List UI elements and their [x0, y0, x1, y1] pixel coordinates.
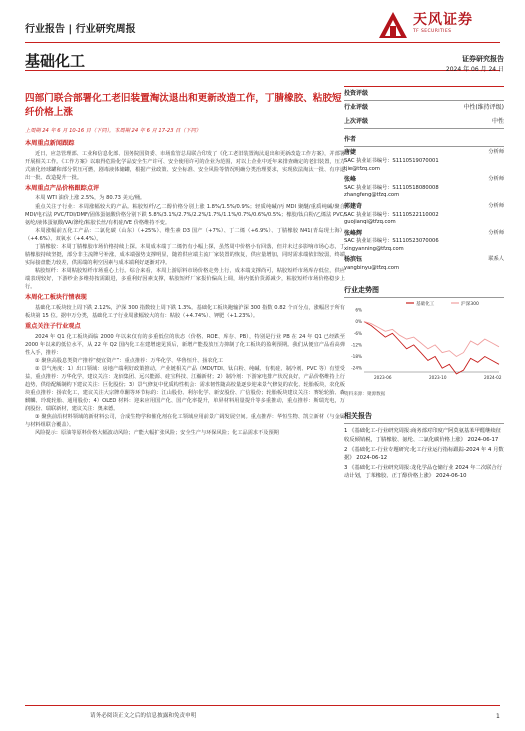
related-title: 相关报告 — [344, 411, 504, 425]
chart-source: 资料来源：聚源数据 — [344, 392, 386, 398]
analyst-role: 分析师 — [488, 176, 504, 183]
section-heading: 本周重点新闻跟踪 — [25, 140, 75, 147]
tf-logo — [377, 6, 497, 44]
period-note: 上周期 24 年 6 月 10-16 日（下同），本周期 24 年 6 月 17-23 日（下同） — [25, 128, 202, 134]
y-tick-label: -12% — [351, 342, 362, 348]
x-tick-label: 2024-02 — [484, 375, 502, 381]
industry-rating: 行业评级 中性(维持评级) — [344, 104, 504, 112]
y-tick-label: -6% — [353, 331, 362, 337]
analyst-role: 分析师 — [488, 149, 504, 156]
x-tick-label: 2023-06 — [374, 375, 392, 381]
related-report-link[interactable]: 2 《基础化工-行业专题研究:化工行业运行指标跟踪-2024 年 4 月数据》 2024-06-12 — [344, 446, 504, 462]
analyst-cert: SAC 执业证书编号：S1110522110002 — [344, 211, 439, 218]
analyst-name: 郭建奇 — [344, 202, 363, 210]
report-type: 证券研究报告 — [462, 55, 504, 63]
analyst-email[interactable]: xingyanning@tfzq.com — [344, 245, 404, 252]
y-tick-label: 6% — [355, 307, 362, 313]
analyst-email[interactable]: guojianqi@tfzq.com — [344, 219, 396, 226]
related-report-link[interactable]: 3 《基础化工-行业研究周报:龙化学品仓储行业 2024 年二次联合行动计划，丁苯橡胶、正丁醇价格上涨》 2024-06-10 — [344, 465, 503, 480]
analyst-name: 张峰 — [344, 176, 357, 184]
report-date: 2024 年 06 月 24 日 — [445, 65, 504, 73]
page-number: 1 — [496, 713, 500, 720]
report-title: 四部门联合部署化工老旧装置淘汰退出和更新改造工作，丁腈橡胶、粘胶短纤价格上涨 — [25, 93, 342, 118]
paragraph: 近日，应急管理部、工业和信息化部、国务院国资委、市场监管总局联合印发了《化工老旧装置淘汰退出和更新改造工作方案》，并部署开展相关工作。《工作方案》以取得危险化学品安全生产许可、安全使用许可的企业为范围，对以上企业中近年来排查确定的老旧装置，压力式液化烃球罐和部分常压可燃，剧毒液体储罐，根据产业政策、安全标准、安全风险等情况明确分类治理要求，实现依法淘汰一批、有序退出一批、改造提升一批。 — [25, 150, 345, 181]
paragraph: 2024 年 Q1 化工板块面临 2000 年以来仅有的多重低位的状态（价格、ROE、库存、PB），特别是行业 PB 在 24 年 Q1 已经跌至 2000 年以来的低位水平，从 22 年 Q2 国内化工在建增速见顶后，新增产能投放压力抑制了化工板块的盈利预期。我们从便宜产品看高弹性入手，推荐： — [25, 333, 345, 356]
tf-logo-icon — [377, 10, 409, 42]
analyst-cert: SAC 执业证书编号：S1110523070006 — [344, 238, 439, 245]
analyst-cert: SAC 执业证书编号：S1110518080008 — [344, 184, 439, 191]
analyst-card — [344, 149, 504, 173]
paragraph: 本周 WTI 油价上涨 2.5%，为 80.73 美元/桶。 — [35, 195, 146, 202]
analyst-role: 分析师 — [488, 229, 504, 236]
logo-cn: 天风证券 — [413, 12, 473, 28]
analyst-card — [344, 203, 504, 227]
disclaimer: 请务必阅读正文之后的信息披露和免责申明 — [90, 713, 197, 719]
section-heading: 本周化工板块行情表现 — [25, 294, 87, 302]
analyst-name: 杨滨钰 — [344, 256, 363, 264]
analyst-role: 分析师 — [488, 202, 504, 209]
analyst-email[interactable]: tjie@tfzq.com — [344, 165, 380, 172]
analyst-email[interactable]: zhangfeng@tfzq.com — [344, 192, 400, 199]
analyst-email[interactable]: yangbinyu@tfzq.com — [344, 265, 400, 272]
analyst-name: 唐婕 — [344, 149, 357, 157]
y-tick-label: -24% — [351, 366, 362, 372]
paragraph: 本周涨幅前五化工产品：二氯化碳（山东）（+25%）、维生素 D3 国产（+7%）、丁二烯（+6.9%）、丁腈橡胶 N41(青岛现土海）（+4.6%）、双氧水（+4.4%）。 — [25, 227, 345, 242]
related-report-link[interactable]: 1 《基础化工-行业研究周报:商务部对印度产阿莫氨基苯甲醛继续征收反倾销税，丁腈橡胶、氨纶、二氯化碳价格上涨》 2024-06-17 — [344, 428, 502, 443]
logo-en: TF SECURITIES — [413, 29, 452, 34]
analyst-role: 联系人 — [488, 256, 504, 263]
paragraph: 粘胶短纤：本周粘胶短纤市场重心上行。综合来看，本周上游原料市场价格走势上行，成本端支撑尚可，粘胶短纤市场库存低位，供应端表现较好，下游纱企多维持按需跟进，多重利好因素支撑，粘胶短纤厂家报价偏高上调，场内低价货源减少，粘胶短纤市场价格稳步上行。 — [25, 268, 345, 291]
trend-chart — [344, 298, 504, 388]
series-line — [364, 322, 499, 357]
paragraph: ② 景气角度：1）出口领域：房地产端利好政策推动，产业链相关产品（MDI/TDI、钛白粉、纯碱、有机硅、制冷剂、PVC 等）有望受益，重点推荐：万华化学，建议关注：龙佰集团、远兴能源、硅宝科技、江瀚新材；2）制冷剂：下游家电排产状况良好，产品价格维持上行趋势，供给配额制约下建议关注：巨化股份；3）景气修复中优质构性机会：需求韧性随高校量逐步迎来景气修复的农化、轮胎板块，农化板块重点推荐：扬农化工，建议关注大宗牌草酮等环节标的：江山股份、利尔化学、新安股份、广信股份；轮胎板块建议关注：赛轮轮胎、森麒麟、玲珑轮胎、通用股份；4）OLED 材料：迎来应用国产化、国产化率提升，单屏材料用量提升等多重推动，重点推荐：斯瑞光电，万润股份、瑞联新材，建议关注：奥来德。 — [25, 365, 345, 413]
related-list — [344, 427, 504, 480]
section-heading: 重点关注子行业观点 — [25, 322, 81, 330]
y-tick-label: -18% — [351, 354, 362, 360]
analyst-name: 张峰辉 — [344, 229, 363, 237]
sector-title: 基础化工 — [25, 52, 86, 70]
trend-title: 行业走势图 — [344, 285, 504, 299]
legend-label: 基础化工 — [416, 302, 435, 308]
report-body — [25, 137, 345, 437]
report-category: 行业报告 | 行业研究周报 — [25, 24, 136, 35]
paragraph: ① 聚焦高股息类资产推荐“便宜资产”：重点推荐：万华化学、华鲁恒升、扬农化工 — [35, 357, 224, 364]
paragraph: ③ 聚焦前沿材料领域的新材料公司，合成生物学和催化剂在化工领域应用前景广阔发展空间。重点推荐：华恒生物、凯立新材（与金属与材料组联合覆盖）。 — [25, 414, 345, 429]
y-tick-label: 0% — [355, 319, 362, 325]
analyst-card — [344, 176, 504, 200]
section-heading: 本周重点产品价格跟踪点评 — [25, 184, 100, 192]
side-panel — [344, 54, 504, 483]
paragraph: 重点关注子行业：本周涨幅较大的产品。粘胶短纤/乙二醇价格分别上涨 1.8%/1.5%/0.9%；轻质纯碱/丙 MDI 聚醚/重质纯碱/聚合 MDI/电石法 PVC/TDI/DMF/固体蛋氨酸价格分别下跌 5.8%/3.1%/2.7%/2.2%/1.7%/1.1%/0.7%/0.6%/0.5%；橡胶/钛白粉/乙烯法 PVC/氨纶/液体蛋氨酸/VA/涤纶/粘胶长丝/有机硅/VE 价格维持不变。 — [25, 203, 345, 226]
author-header: 作者 — [344, 133, 504, 147]
analyst-list — [344, 149, 504, 272]
analyst-card — [344, 256, 504, 272]
x-tick-label: 2023-10 — [429, 375, 447, 381]
paragraph: 丁腈橡胶：本周丁腈橡胶市场价格持续上探。本周成本端丁二烯仍有小幅上探，虽然周中价格小有回落，但并未过多影响市场心态，丁腈橡胶持续坚挺，部分非主流牌号补涨，成本端强势支撑明显，随着供应端主流厂家装置的恢复，供应量增加，同时需求端依旧较弱，终端实际接盘能力较差，供需端的利空因素与成本端利好逐渐对冲。 — [25, 243, 345, 266]
rating-header: 投资评级 — [344, 87, 504, 101]
series-line — [364, 322, 499, 374]
paragraph: 基础化工板块较上周下跌 2.12%，沪深 300 指数较上周下跌 1.3%。基础化工板块跑输沪深 300 指数 0.82 个百分点，涨幅居于所有板块第 15 位。据申万分类，基础化工子行业周涨幅较大的有：粘胶（+4.74%）、钾肥（+1.23%）。 — [25, 304, 345, 319]
footer-rule — [25, 705, 500, 706]
prev-rating: 上次评级 中性 — [344, 115, 504, 129]
analyst-cert: SAC 执业证书编号：S1110519070001 — [344, 158, 439, 165]
analyst-card — [344, 230, 504, 254]
paragraph: 风险提示：原油等原料价格大幅波动风险；产能大幅扩张风险；安全生产与环保风险；化工品需求不及预期 — [35, 430, 279, 437]
legend-label: 沪深300 — [461, 302, 479, 308]
